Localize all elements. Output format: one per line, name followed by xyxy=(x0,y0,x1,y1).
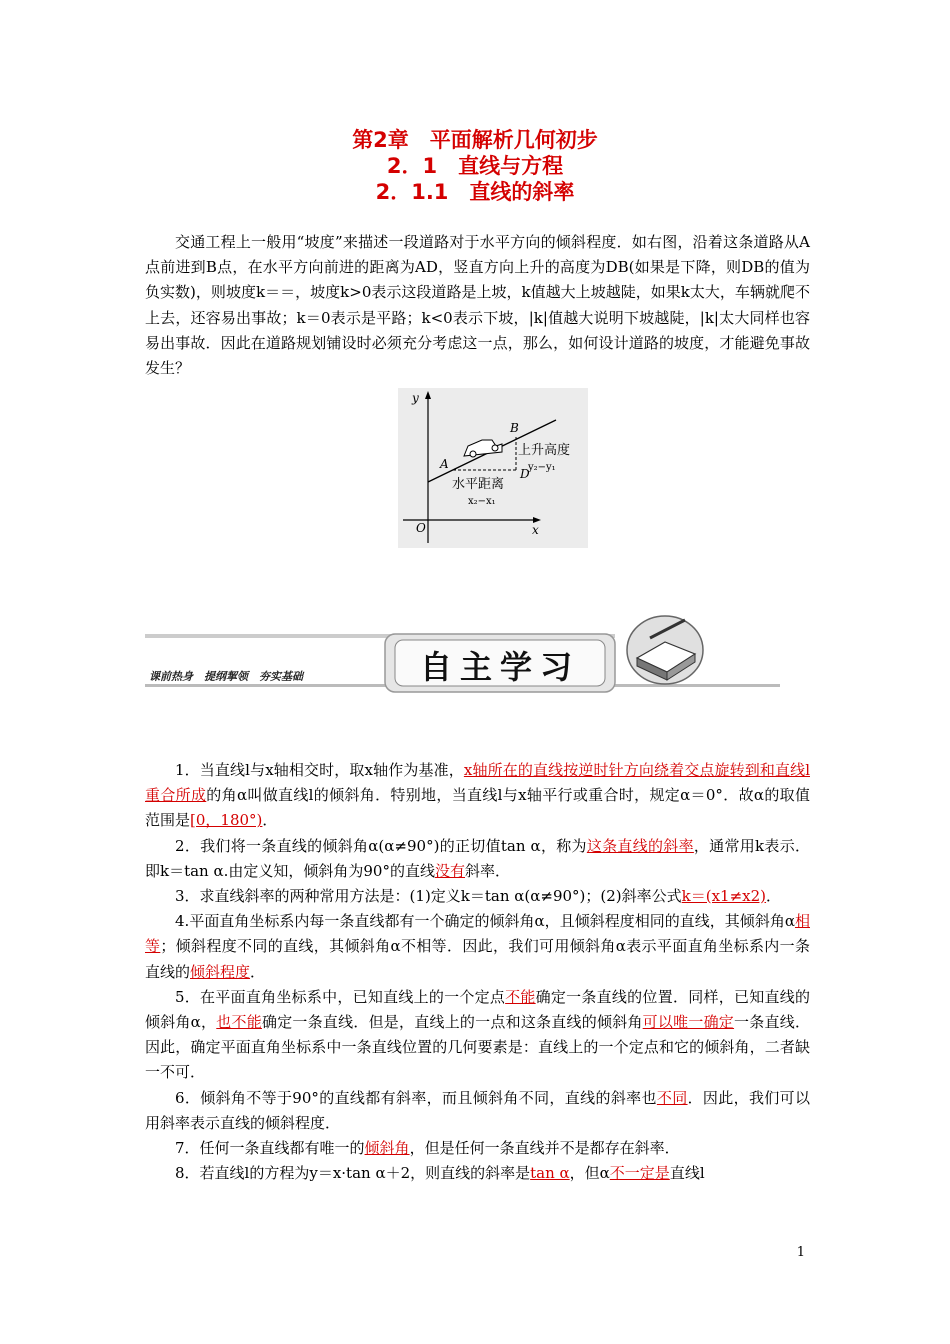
banner-graphic xyxy=(145,608,780,698)
rise-label: 上升高度 xyxy=(518,443,571,458)
point-a-label: A xyxy=(440,457,449,471)
car-icon xyxy=(464,440,502,457)
x-axis-label: x xyxy=(532,523,539,537)
section-title: 2．1 直线与方程 xyxy=(386,154,564,178)
knowledge-list xyxy=(145,758,810,1186)
run-label: 水平距离 xyxy=(452,477,505,492)
y-axis-label: y xyxy=(412,391,419,405)
origin-label: O xyxy=(416,521,426,535)
slope-diagram xyxy=(398,388,588,548)
self-study-banner xyxy=(145,608,780,698)
list-item: 8．若直线l的方程为y＝x·tan α＋2，则直线的斜率是tan α，但α不一定是直线l xyxy=(175,1164,705,1183)
subsection-title: 2．1.1 直线的斜率 xyxy=(375,180,575,204)
list-item: 4.平面直角坐标系内每一条直线都有一个确定的倾斜角α，且倾斜程度相同的直线，其倾斜角α相等；倾斜程度不同的直线，其倾斜角α不相等．因此，我们可用倾斜角α表示平面直角坐标系内一条直线的倾斜程度． xyxy=(145,912,810,981)
book-pen-icon xyxy=(627,616,703,684)
page-number: 1 xyxy=(796,1245,805,1260)
banner-left-text: 课前热身 提纲挈领 夯实基础 xyxy=(149,670,303,683)
banner-title: 自主学习 xyxy=(419,648,581,686)
slope-figure xyxy=(398,388,588,548)
intro-paragraph xyxy=(145,230,810,381)
list-item: 6．倾斜角不等于90°的直线都有斜率，而且倾斜角不同，直线的斜率也不同．因此，我们可以用斜率表示直线的倾斜程度． xyxy=(145,1088,810,1132)
list-item: 2．我们将一条直线的倾斜角α(α≠90°)的正切值tan α，称为这条直线的斜率，通常用k表示．即k＝tan α.由定义知，倾斜角为90°的直线没有斜率． xyxy=(145,836,810,880)
intro-text: 交通工程上一般用“坡度”来描述一段道路对于水平方向的倾斜程度．如右图，沿着这条道路从A点前进到B点，在水平方向前进的距离为AD，竖直方向上升的高度为DB(如果是下降，则DB的值为负实数)，则坡度k＝＝，坡度k>0表示这段道路是上坡，k值越大上坡越陡，如果k太大，车辆就爬不上去，还容易出事故；k＝0表示是平路；k<0表示下坡，|k|值越大说明下坡越陡，|k|太大同样也容易出事故．因此在道路规划铺设时必须充分考虑这一点，那么，如何设计道路的坡度，才能避免事故发生？ xyxy=(145,233,810,378)
run-expression: x₂−x₁ xyxy=(468,496,496,507)
rise-expression: y₂−y₁ xyxy=(528,462,556,473)
chapter-title: 第2章 平面解析几何初步 xyxy=(352,128,598,152)
list-item: 1．当直线l与x轴相交时，取x轴作为基准，x轴所在的直线按逆时针方向绕着交点旋转到和直线l重合所成的角α叫做直线l的倾斜角．特别地，当直线l与x轴平行或重合时，规定α＝0°．故α的取值范围是[0，180°)． xyxy=(145,761,810,830)
list-item: 7．任何一条直线都有唯一的倾斜角，但是任何一条直线并不是都存在斜率． xyxy=(175,1139,680,1158)
point-d-label: D xyxy=(520,467,530,481)
list-item: 5．在平面直角坐标系中，已知直线上的一个定点不能确定一条直线的位置．同样，已知直线的倾斜角α，也不能确定一条直线．但是，直线上的一点和这条直线的倾斜角可以唯一确定一条直线．因此，确定平面直角坐标系中一条直线位置的几何要素是：直线上的一个定点和它的倾斜角，二者缺一不可． xyxy=(145,987,810,1082)
list-item: 3．求直线斜率的两种常用方法是：(1)定义k＝tan α(α≠90°)；(2)斜率公式k＝(x1≠x2)． xyxy=(175,887,782,906)
point-b-label: B xyxy=(510,421,519,435)
